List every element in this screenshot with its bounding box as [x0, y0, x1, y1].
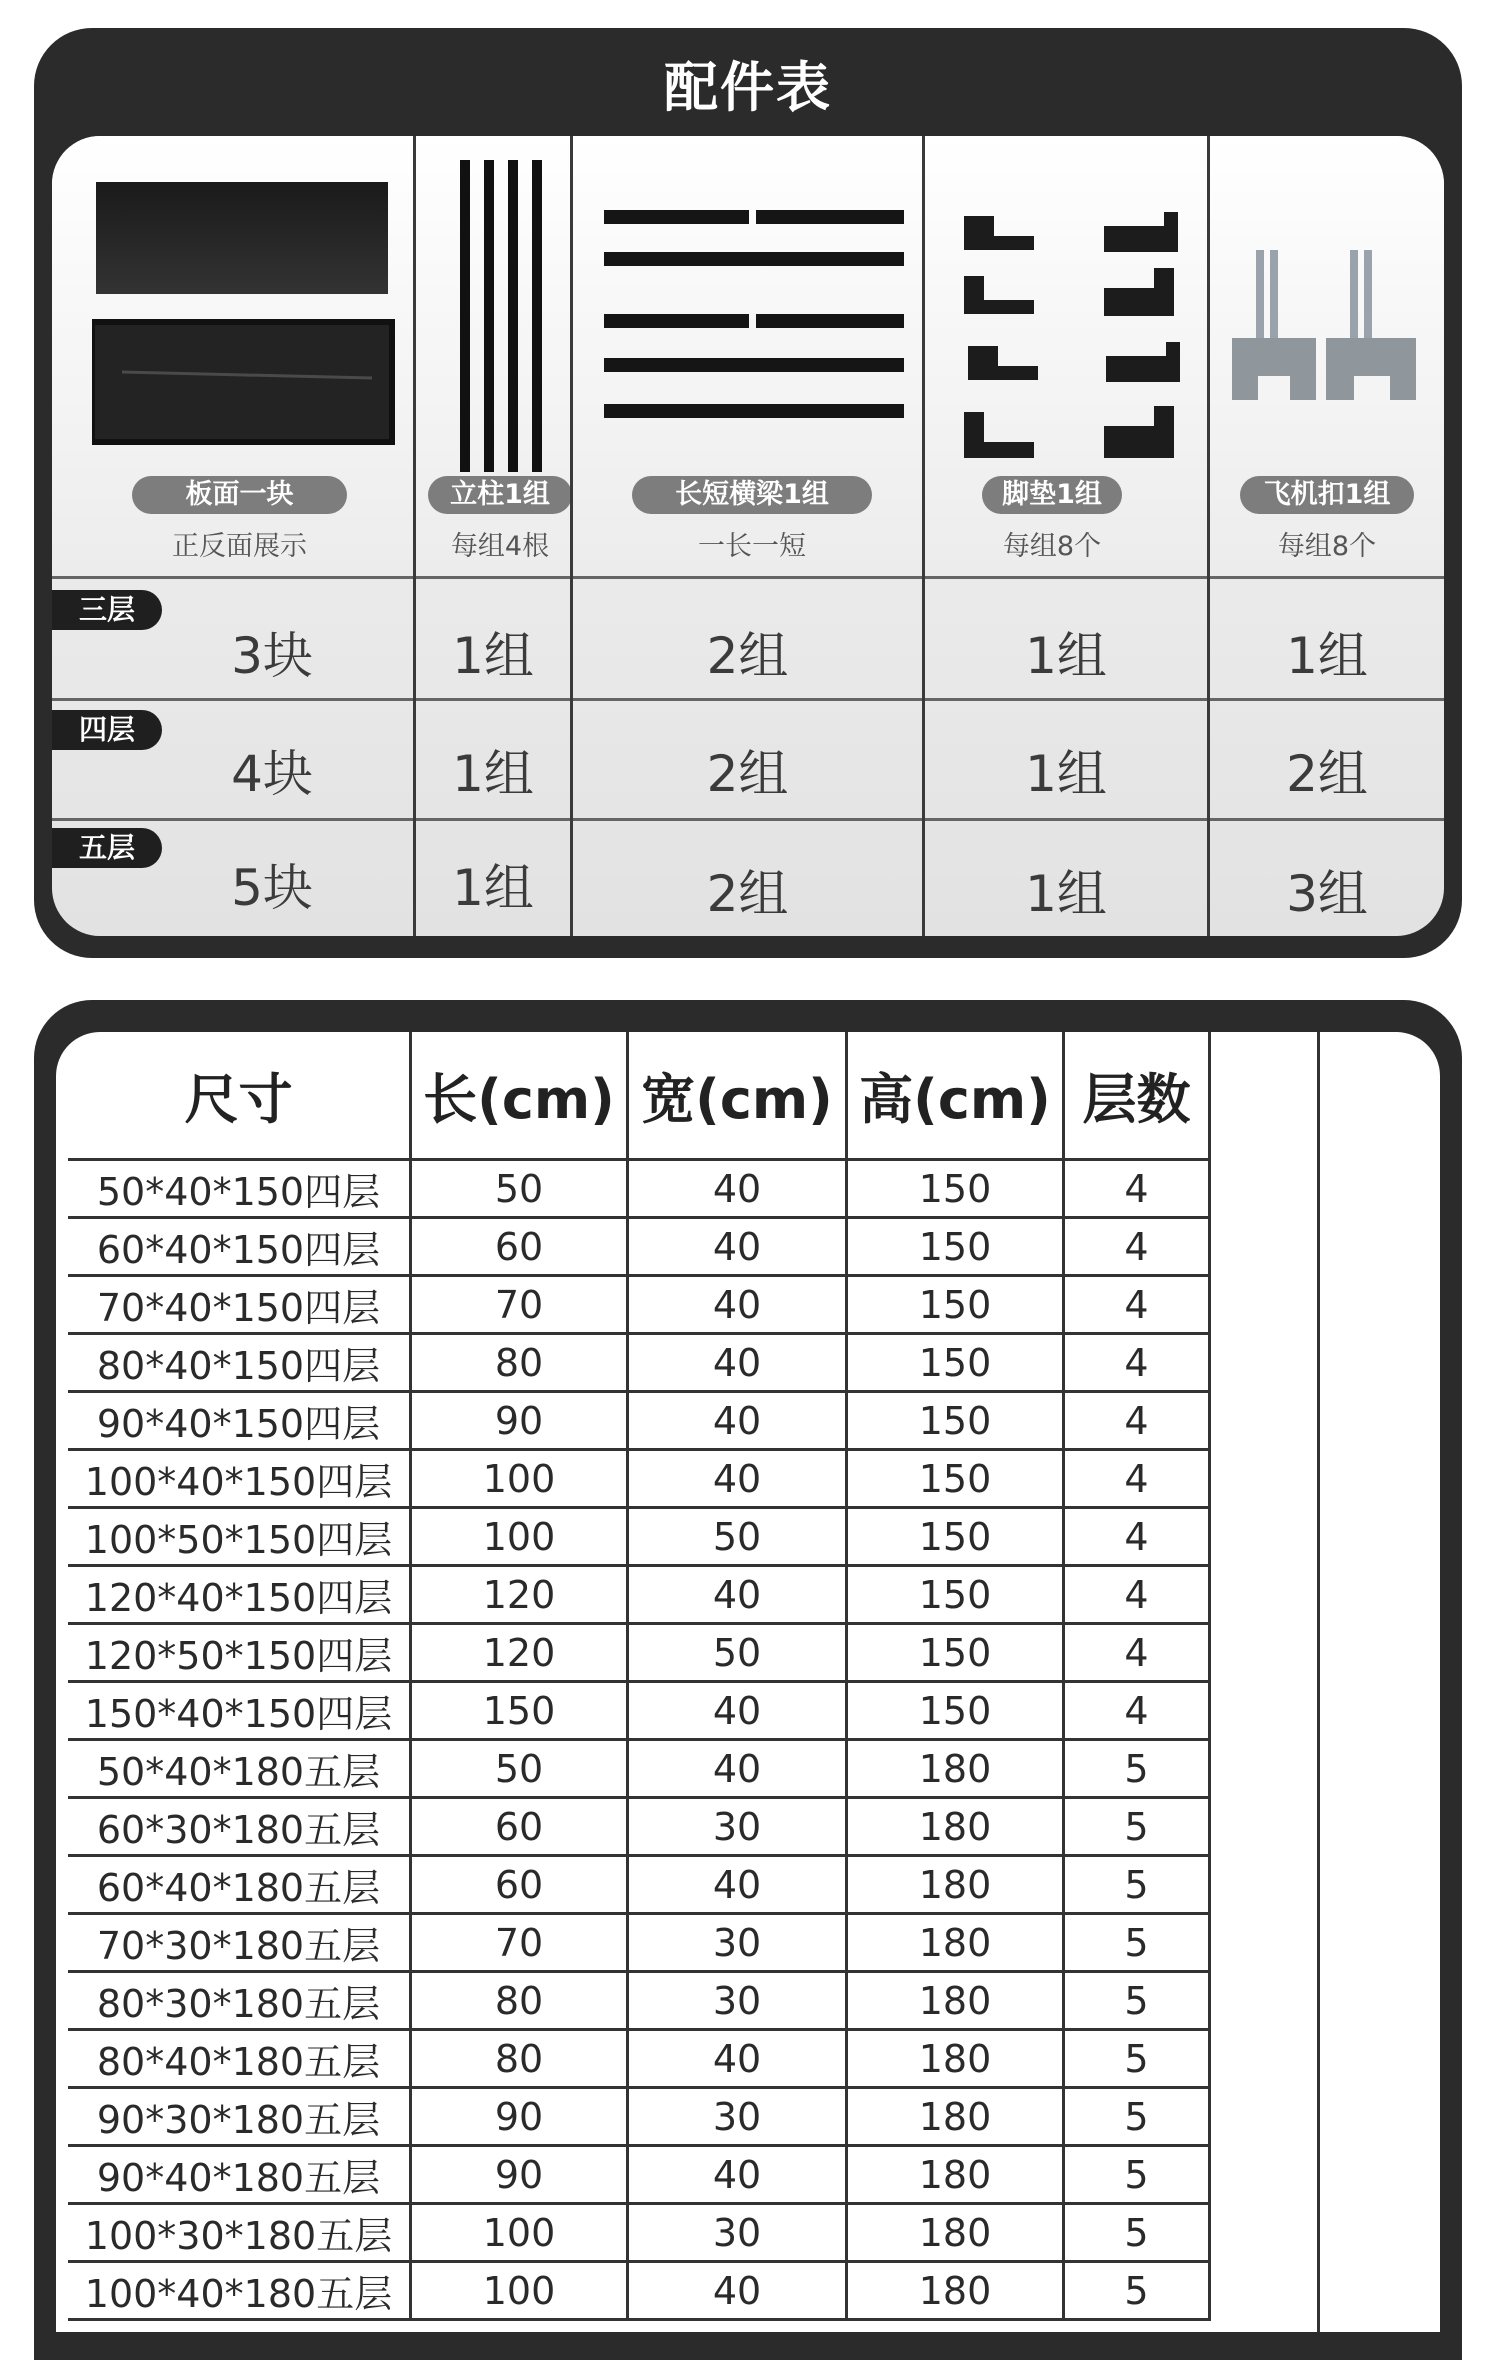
table-cell: 50	[411, 1740, 628, 1798]
table-cell: 180	[847, 2204, 1064, 2262]
table-cell: 150	[847, 1218, 1064, 1276]
table-row	[68, 1392, 1210, 1450]
row-divider	[52, 698, 1444, 701]
table-cell: 4	[1064, 1276, 1210, 1334]
table-row	[68, 1566, 1210, 1624]
parts-cell: 2组	[706, 865, 789, 923]
table-cell: 5	[1064, 2030, 1210, 2088]
table-cell: 100	[411, 2204, 628, 2262]
table-cell: 5	[1064, 1972, 1210, 2030]
table-cell: 4	[1064, 1450, 1210, 1508]
tier-tag: 五层	[52, 828, 162, 868]
part-sublabel-clip: 每组8个	[1277, 531, 1377, 562]
table-cell: 180	[847, 1740, 1064, 1798]
upright-post-image	[446, 156, 556, 476]
table-cell: 40	[628, 1218, 847, 1276]
header-size: 尺寸	[68, 1032, 411, 1160]
table-cell: 80	[411, 1972, 628, 2030]
table-cell: 5	[1064, 1914, 1210, 1972]
table-cell: 100	[411, 2262, 628, 2320]
parts-cell: 2组	[706, 745, 789, 803]
parts-table	[52, 136, 1444, 936]
table-cell: 80*40*180五层	[68, 2030, 411, 2088]
table-cell: 30	[628, 1972, 847, 2030]
parts-cell: 4块	[231, 745, 313, 803]
row-divider	[52, 576, 1444, 579]
table-cell: 80	[411, 2030, 628, 2088]
table-cell: 30	[628, 2088, 847, 2146]
table-cell: 4	[1064, 1624, 1210, 1682]
table-cell: 30	[628, 1798, 847, 1856]
table-cell: 90*40*150四层	[68, 1392, 411, 1450]
table-cell: 100	[411, 1450, 628, 1508]
column-divider	[413, 136, 416, 936]
part-label-post: 立柱1组	[428, 476, 572, 514]
table-cell: 40	[628, 1334, 847, 1392]
header-height: 高(cm)	[847, 1032, 1064, 1160]
table-cell: 60*40*180五层	[68, 1856, 411, 1914]
table-row	[68, 1798, 1210, 1856]
part-sublabel-footpad: 每组8个	[1002, 531, 1102, 562]
table-row	[68, 1740, 1210, 1798]
table-row	[68, 1914, 1210, 1972]
table-row	[68, 1972, 1210, 2030]
table-cell: 30	[628, 1914, 847, 1972]
table-cell: 90	[411, 2088, 628, 2146]
table-cell: 150	[847, 1276, 1064, 1334]
table-row	[68, 1508, 1210, 1566]
table-cell: 50*40*180五层	[68, 1740, 411, 1798]
size-panel	[34, 1000, 1462, 2360]
table-cell: 4	[1064, 1218, 1210, 1276]
table-cell: 120*40*150四层	[68, 1566, 411, 1624]
table-cell: 40	[628, 1856, 847, 1914]
row-divider	[52, 818, 1444, 821]
part-label-board: 板面一块	[132, 476, 347, 514]
table-row	[68, 1276, 1210, 1334]
table-cell: 150	[411, 1682, 628, 1740]
parts-cell: 3块	[231, 627, 313, 685]
table-cell: 40	[628, 1566, 847, 1624]
table-row	[68, 1334, 1210, 1392]
table-cell: 5	[1064, 2088, 1210, 2146]
column-divider	[1207, 136, 1210, 936]
table-row	[68, 1624, 1210, 1682]
parts-cell: 5块	[231, 859, 313, 917]
part-label-clip: 飞机扣1组	[1240, 476, 1414, 514]
part-sublabel-post: 每组4根	[450, 531, 550, 562]
table-cell: 60*30*180五层	[68, 1798, 411, 1856]
table-cell: 150*40*150四层	[68, 1682, 411, 1740]
table-cell: 40	[628, 1392, 847, 1450]
table-cell: 180	[847, 1798, 1064, 1856]
tier-tag: 四层	[52, 710, 162, 750]
table-cell: 150	[847, 1682, 1064, 1740]
parts-cell: 2组	[706, 627, 789, 685]
parts-panel	[34, 28, 1462, 958]
table-row	[68, 1856, 1210, 1914]
table-cell: 100	[411, 1508, 628, 1566]
table-cell: 40	[628, 2262, 847, 2320]
table-cell: 40	[628, 2030, 847, 2088]
part-sublabel-board: 正反面展示	[172, 531, 307, 562]
table-cell: 4	[1064, 1392, 1210, 1450]
table-cell: 40	[628, 1682, 847, 1740]
table-cell: 180	[847, 2030, 1064, 2088]
table-cell: 100*40*180五层	[68, 2262, 411, 2320]
table-row	[68, 2204, 1210, 2262]
size-table-header-row	[68, 1032, 1210, 1160]
crossbeam-image	[604, 206, 904, 446]
table-cell: 40	[628, 2146, 847, 2204]
table-cell: 150	[847, 1624, 1064, 1682]
table-cell: 90	[411, 2146, 628, 2204]
table-cell: 70*30*180五层	[68, 1914, 411, 1972]
table-cell: 30	[628, 2204, 847, 2262]
table-cell: 40	[628, 1160, 847, 1218]
foot-pad-image	[954, 196, 1194, 476]
tier-tag: 三层	[52, 590, 162, 630]
table-row	[68, 1160, 1210, 1218]
table-cell: 150	[847, 1508, 1064, 1566]
table-cell: 90	[411, 1392, 628, 1450]
table-cell: 100*50*150四层	[68, 1508, 411, 1566]
table-cell: 180	[847, 1914, 1064, 1972]
part-label-footpad: 脚垫1组	[982, 476, 1122, 514]
table-cell: 180	[847, 2088, 1064, 2146]
table-cell: 80	[411, 1334, 628, 1392]
table-cell: 150	[847, 1392, 1064, 1450]
part-sublabel-beam: 一长一短	[698, 531, 806, 562]
table-cell: 150	[847, 1334, 1064, 1392]
table-cell: 40	[628, 1276, 847, 1334]
table-cell: 50	[628, 1508, 847, 1566]
table-cell: 40	[628, 1450, 847, 1508]
table-cell: 90*30*180五层	[68, 2088, 411, 2146]
table-cell: 5	[1064, 2204, 1210, 2262]
header-layers: 层数	[1064, 1032, 1210, 1160]
empty-column-divider	[1317, 1032, 1320, 2332]
table-cell: 60	[411, 1218, 628, 1276]
table-row	[68, 2088, 1210, 2146]
parts-cell: 1组	[1025, 627, 1107, 685]
table-cell: 120	[411, 1566, 628, 1624]
table-cell: 4	[1064, 1508, 1210, 1566]
parts-cell: 1组	[452, 859, 534, 917]
size-table-body	[68, 1160, 1210, 2320]
table-cell: 180	[847, 2262, 1064, 2320]
table-cell: 120	[411, 1624, 628, 1682]
table-cell: 120*50*150四层	[68, 1624, 411, 1682]
table-cell: 50*40*150四层	[68, 1160, 411, 1218]
parts-cell: 1组	[1025, 745, 1107, 803]
table-cell: 70	[411, 1276, 628, 1334]
table-row	[68, 2030, 1210, 2088]
table-cell: 150	[847, 1160, 1064, 1218]
table-cell: 4	[1064, 1334, 1210, 1392]
header-length: 长(cm)	[411, 1032, 628, 1160]
size-table-area	[56, 1032, 1440, 2332]
table-cell: 180	[847, 1856, 1064, 1914]
table-cell: 50	[411, 1160, 628, 1218]
column-divider	[570, 136, 573, 936]
table-cell: 150	[847, 1450, 1064, 1508]
parts-cell: 1组	[452, 745, 534, 803]
column-divider	[922, 136, 925, 936]
parts-cell: 1组	[1025, 865, 1107, 923]
table-row	[68, 1450, 1210, 1508]
table-cell: 5	[1064, 2262, 1210, 2320]
table-cell: 60	[411, 1856, 628, 1914]
table-row	[68, 1682, 1210, 1740]
parts-cell: 2组	[1286, 745, 1368, 803]
table-cell: 5	[1064, 1798, 1210, 1856]
table-row	[68, 1218, 1210, 1276]
table-cell: 180	[847, 2146, 1064, 2204]
shelf-board-image	[92, 176, 412, 446]
table-cell: 180	[847, 1972, 1064, 2030]
table-cell: 5	[1064, 1856, 1210, 1914]
table-cell: 70	[411, 1914, 628, 1972]
table-cell: 90*40*180五层	[68, 2146, 411, 2204]
table-cell: 100*30*180五层	[68, 2204, 411, 2262]
table-cell: 60	[411, 1798, 628, 1856]
part-label-beam: 长短横梁1组	[632, 476, 872, 514]
clip-buckle-image	[1232, 246, 1422, 416]
table-cell: 100*40*150四层	[68, 1450, 411, 1508]
table-cell: 4	[1064, 1682, 1210, 1740]
table-cell: 40	[628, 1740, 847, 1798]
table-row	[68, 2146, 1210, 2204]
header-width: 宽(cm)	[628, 1032, 847, 1160]
parts-title: 配件表	[664, 56, 832, 119]
table-cell: 50	[628, 1624, 847, 1682]
size-table	[68, 1032, 1211, 2321]
table-cell: 5	[1064, 1740, 1210, 1798]
parts-cell: 1组	[1286, 627, 1368, 685]
table-cell: 80*30*180五层	[68, 1972, 411, 2030]
table-cell: 5	[1064, 2146, 1210, 2204]
table-cell: 150	[847, 1566, 1064, 1624]
table-cell: 60*40*150四层	[68, 1218, 411, 1276]
table-cell: 70*40*150四层	[68, 1276, 411, 1334]
table-cell: 4	[1064, 1566, 1210, 1624]
table-row	[68, 2262, 1210, 2320]
table-cell: 4	[1064, 1160, 1210, 1218]
table-cell: 80*40*150四层	[68, 1334, 411, 1392]
parts-cell: 3组	[1286, 865, 1368, 923]
parts-cell: 1组	[452, 627, 534, 685]
